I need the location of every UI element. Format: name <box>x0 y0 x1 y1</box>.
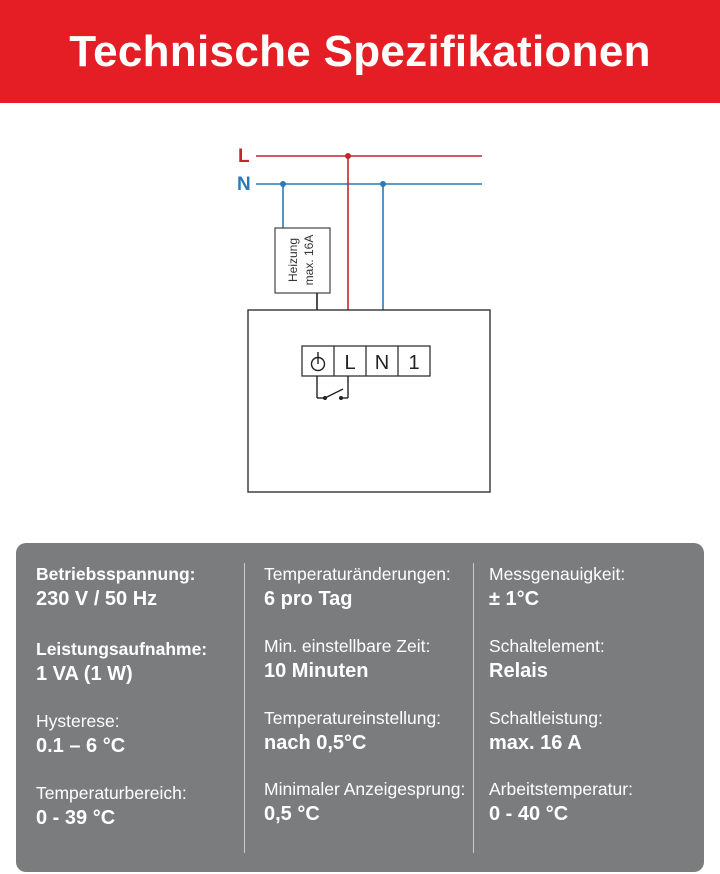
spec-label: Leistungsaufnahme: <box>36 639 208 659</box>
spec-arbeitstemperatur <box>489 778 633 827</box>
spec-value: Relais <box>489 660 548 682</box>
spec-value: 230 V / 50 Hz <box>36 588 158 610</box>
spec-value: 0 - 40 °C <box>489 803 569 825</box>
column-separator <box>473 563 474 853</box>
spec-leistungsaufnahme <box>36 638 207 687</box>
spec-label: Min. einstellbare Zeit: <box>264 636 431 656</box>
specifications-panel <box>16 543 704 872</box>
spec-value: ± 1°C <box>489 588 540 610</box>
spec-betriebsspannung <box>36 563 195 612</box>
terminal-l: L <box>344 352 356 374</box>
spec-value: 0 - 39 °C <box>36 807 116 829</box>
spec-value: 0,5 °C <box>264 803 320 825</box>
spec-value: 6 pro Tag <box>264 588 353 610</box>
spec-label: Temperatureinstellung: <box>264 708 442 728</box>
spec-schaltleistung <box>489 707 603 756</box>
spec-value: nach 0,5°C <box>264 732 367 754</box>
spec-hysterese <box>36 710 125 759</box>
spec-label: Schaltleistung: <box>489 708 603 728</box>
spec-temperaturbereich <box>36 782 187 831</box>
header-banner <box>0 0 720 103</box>
thermostat-housing <box>248 310 490 492</box>
spec-min-zeit <box>264 635 430 684</box>
spec-temperaturaenderungen <box>264 563 451 612</box>
terminal-n: N <box>374 352 390 374</box>
spec-label: Messgenauigkeit: <box>489 564 626 584</box>
column-separator <box>244 563 245 853</box>
line-l-label: L <box>238 146 250 167</box>
spec-value: 1 VA (1 W) <box>36 663 133 685</box>
spec-label: Temperaturbereich: <box>36 783 187 803</box>
terminal-1: 1 <box>408 352 420 374</box>
spec-label: Temperaturänderungen: <box>264 564 451 584</box>
spec-label: Betriebsspannung: <box>36 564 196 584</box>
spec-label: Arbeitstemperatur: <box>489 779 633 799</box>
spec-label: Hysterese: <box>36 711 120 731</box>
spec-temperatureinstellung <box>264 707 441 756</box>
page-title: Technische Spezifikationen <box>69 26 651 76</box>
line-n-label: N <box>237 174 251 195</box>
spec-schaltelement <box>489 635 605 684</box>
spec-messgenauigkeit <box>489 563 625 612</box>
spec-anzeigesprung <box>264 778 465 827</box>
spec-value: 10 Minuten <box>264 660 369 682</box>
wiring-diagram <box>0 103 720 523</box>
spec-label: Schaltelement: <box>489 636 605 656</box>
spec-value: 0.1 – 6 °C <box>36 735 126 757</box>
heater-rating: max. 16A <box>302 234 316 286</box>
spec-value: max. 16 A <box>489 732 582 754</box>
heater-label: Heizung <box>286 237 300 283</box>
spec-label: Minimaler Anzeigesprung: <box>264 779 466 799</box>
